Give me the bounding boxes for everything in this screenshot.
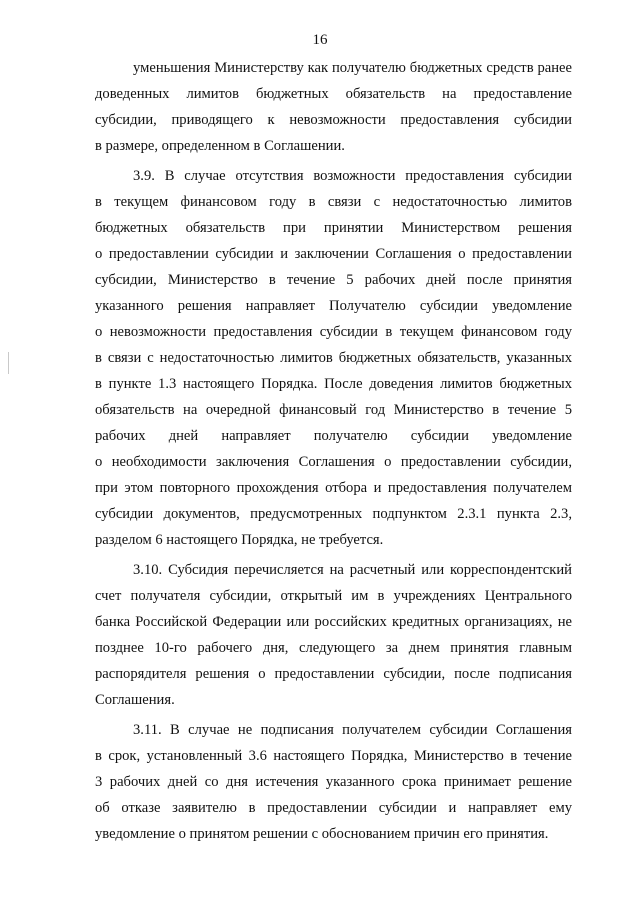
paragraph-clause-3-9 — [95, 163, 572, 553]
paragraph-continuation — [95, 55, 572, 159]
text-line: доведенных лимитов бюджетных обязательств на предоставление — [95, 86, 572, 102]
text-line: субсидии, Министерство в течение 5 рабочих дней после принятия — [95, 272, 572, 288]
text-line: 3.11. В случае не подписания получателем субсидии Соглашения — [133, 722, 572, 738]
text-line: об отказе заявителю в предоставлении субсидии и направляет ему — [95, 800, 572, 816]
paragraph-clause-3-11 — [95, 717, 572, 847]
scan-artifact-mark — [8, 352, 9, 374]
text-line: в срок, установленный 3.6 настоящего Порядка, Министерство в течение — [95, 748, 572, 764]
text-line: Соглашения. — [95, 692, 175, 708]
text-line: при этом повторного прохождения отбора и предоставления получателем — [95, 480, 572, 496]
text-line: о предоставлении субсидии и заключении Соглашения о предоставлении — [95, 246, 572, 262]
text-line: 3.10. Субсидия перечисляется на расчетный или корреспондентский — [133, 562, 572, 578]
text-line: 3 рабочих дней со дня истечения указанного срока принимает решение — [95, 774, 572, 790]
text-line: разделом 6 настоящего Порядка, не требуется. — [95, 532, 384, 548]
text-line: указанного решения направляет Получателю субсидии уведомление — [95, 298, 572, 314]
paragraph-clause-3-10 — [95, 557, 572, 713]
text-line: в пункте 1.3 настоящего Порядка. После доведения лимитов бюджетных — [95, 376, 572, 392]
text-line: банка Российской Федерации или российских кредитных организациях, не — [95, 614, 572, 630]
text-line: в связи с недостаточностью лимитов бюджетных обязательств, указанных — [95, 350, 572, 366]
text-line: уменьшения Министерству как получателю бюджетных средств ранее — [133, 60, 572, 76]
text-line: о необходимости заключения Соглашения о предоставлении субсидии, — [95, 454, 572, 470]
text-line: в размере, определенном в Соглашении. — [95, 138, 345, 154]
text-line: бюджетных обязательств при принятии Министерством решения — [95, 220, 572, 236]
text-line: субсидии документов, предусмотренных подпунктом 2.3.1 пункта 2.3, — [95, 506, 572, 522]
text-line: счет получателя субсидии, открытый им в учреждениях Центрального — [95, 588, 572, 604]
text-line: позднее 10-го рабочего дня, следующего за днем принятия главным — [95, 640, 572, 656]
text-line: распорядителя решения о предоставлении субсидии, после подписания — [95, 666, 572, 682]
text-line: о невозможности предоставления субсидии в текущем финансовом году — [95, 324, 572, 340]
page-number: 16 — [312, 32, 328, 48]
text-line: обязательств на очередной финансовый год Министерство в течение 5 — [95, 402, 572, 418]
text-line: рабочих дней направляет получателю субсидии уведомление — [95, 428, 572, 444]
document-body — [95, 55, 572, 851]
text-line: уведомление о принятом решении с обоснованием причин его принятия. — [95, 826, 549, 842]
text-line: субсидии, приводящего к невозможности предоставления субсидии — [95, 112, 572, 128]
text-line: 3.9. В случае отсутствия возможности предоставления субсидии — [133, 168, 572, 184]
text-line: в текущем финансовом году в связи с недостаточностью лимитов — [95, 194, 572, 210]
